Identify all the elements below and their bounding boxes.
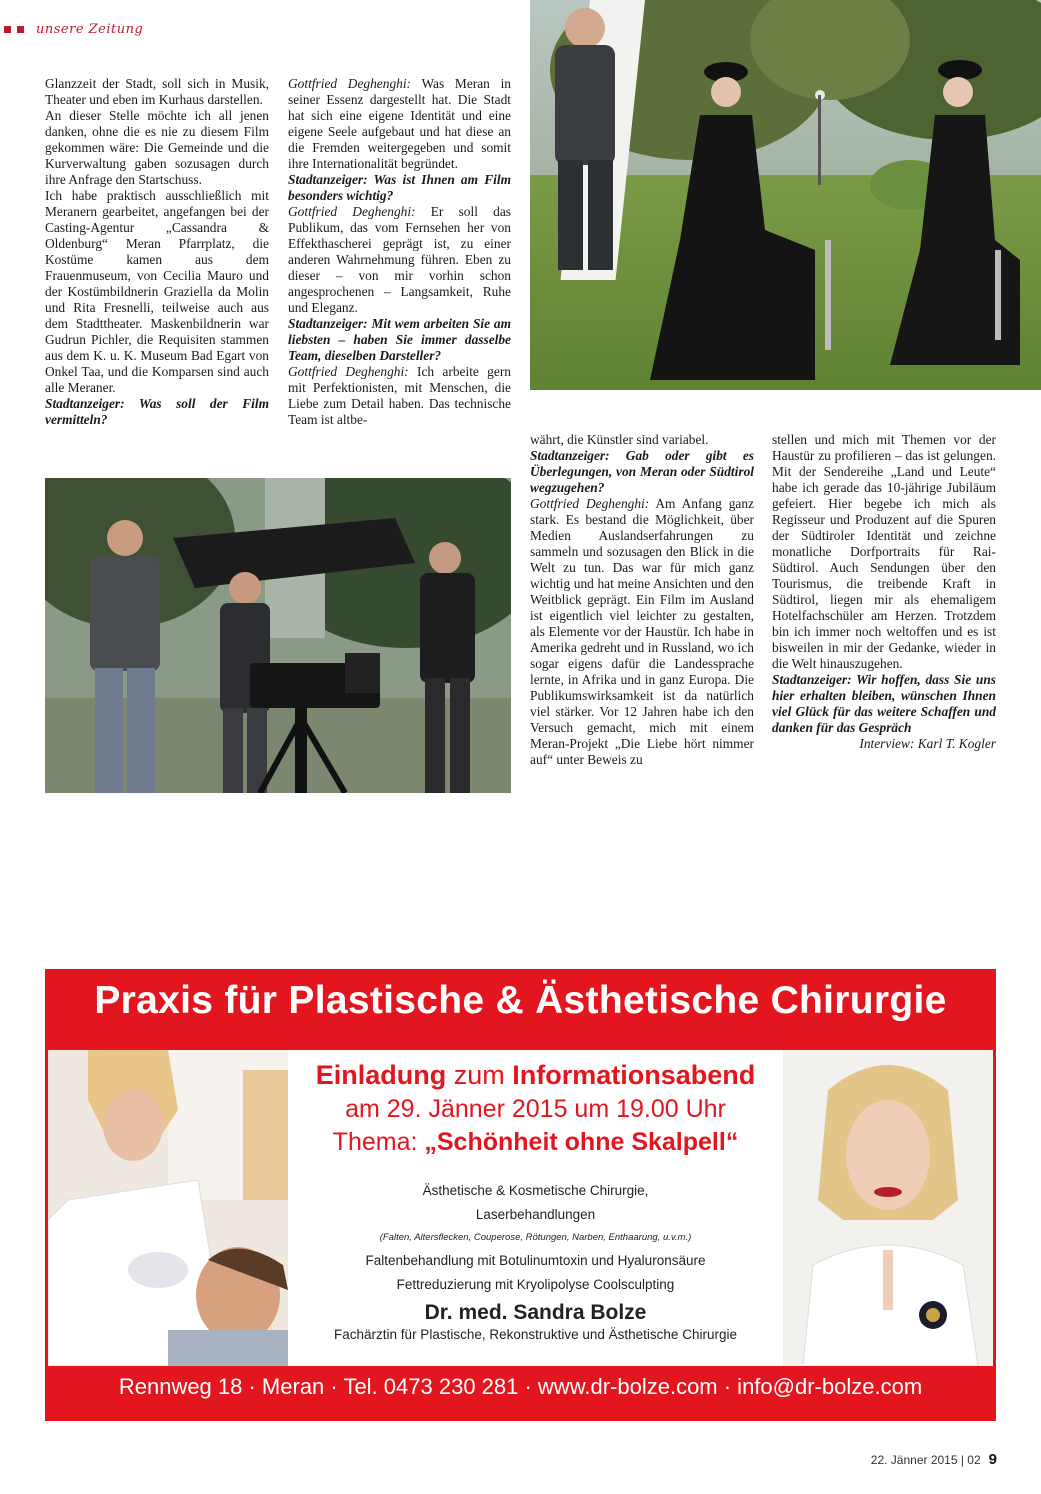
answer-text: Er soll das Publikum, das vom Fernsehen her von Effekthascherei geprägt ist, zu einer anderen Wahrnehmung führen. Eben zu dieser – von mir vorhin schon angesprochenen – Langsamkeit, Ruhe und Eleganz. <box>288 204 511 315</box>
ad-event-info <box>288 1050 783 1366</box>
ad-doctor-specialty: Fachärztin für Plastische, Rekonstruktive und Ästhetische Chirurgie <box>334 1327 737 1342</box>
article-paragraph: Ich habe praktisch ausschließlich mit Meranern gearbeitet, angefangen bei der Casting-Agentur „Cassandra & Oldenburg“ Meran Pfarrplatz, die Kostüme kamen aus dem Frauenmuseum, von Cecilia Mauro und der Kostümbildnerin Graziella da Molin und Rita Fresnelli, teilweise auch aus dem Stadttheater. Maskenbildnerin war Gudrun Pichler, die Requisiten stammen aus dem K. u. K. Museum Bad Egart von Onkel Taa, und die Komparsen sind auch alle Meraner. <box>45 188 269 395</box>
interviewee-label: Gottfried Deghenghi: <box>530 496 650 511</box>
interview-question <box>45 396 269 428</box>
interview-question <box>772 672 996 736</box>
interview-question <box>288 316 511 364</box>
ad-service-2: Laserbehandlungen <box>475 1207 596 1222</box>
answer-text: Am Anfang ganz stark. Es bestand die Möglichkeit, über Medien Auslandserfahrungen zu sammeln und sozusagen den Blick in die Welt zu tun. Das war für mich ganz wichtig und hat meine Ansichten und den Weitblick geprägt. Ein Film im Ausland ist eigentlich viel leichter zu gestalten, als Elemente vor der Haustür. Ich habe in Amerika gedreht und in Russland, wo ich sogar eigens dafür die Landessprache lernte, in Afrika und in ganz Europa. Die Publikumswirksamkeit ist da natürlich viel stärker. Vor 12 Jahren habe ich den Versuch gemacht, mich mit einem Meran-Projekt „Die Liebe hört nimmer auf“ unter Beweis zu <box>530 496 754 767</box>
ad-photo-treatment <box>48 1050 288 1366</box>
ad-invitation-line <box>288 1060 783 1091</box>
article-column-4 <box>772 432 996 752</box>
interviewee-label: Gottfried Deghenghi: <box>288 204 416 219</box>
answer-text: Was Meran in seiner Essenz dargestellt hat. Die Stadt hat sich eine eigene Identität und eine eigene Seele aufgebaut und hat diese an die Fremden weitergegeben und somit ihre Internationalität begründet. <box>288 76 511 171</box>
ad-topic: „Schönheit ohne Skalpell“ <box>424 1128 739 1156</box>
page-footer <box>871 1451 997 1468</box>
ad-service-details: (Falten, Altersflecken, Couperose, Rötungen, Narben, Enthaarung, u.v.m.) <box>379 1232 692 1243</box>
article-paragraph: währt, die Künstler sind variabel. <box>530 432 709 447</box>
article-column-1 <box>45 76 269 428</box>
ad-invitation-word: Einladung <box>315 1060 447 1090</box>
interview-answer <box>288 204 511 316</box>
advertisement-clinic <box>45 969 996 1421</box>
ad-event-date: am 29. Jänner 2015 um 19.00 Uhr <box>345 1095 726 1123</box>
question-text: Was ist Ihnen am Film besonders wichtig? <box>288 172 511 203</box>
interview-question <box>530 448 754 496</box>
ad-photo-doctor-portrait <box>783 1050 993 1366</box>
interview-question <box>288 172 511 204</box>
article-column-2 <box>288 76 511 428</box>
logo-square-icon <box>17 26 24 33</box>
answer-text: Ich arbeite gern mit Perfektionisten, mit Menschen, die Liebe zum Detail haben. Das technische Team ist altbe- <box>288 364 511 427</box>
interviewer-label: Stadtanzeiger: <box>288 316 368 331</box>
article-column-3 <box>530 432 754 768</box>
ad-contact-line: Rennweg 18 · Meran · Tel. 0473 230 281 · www.dr-bolze.com · info@dr-bolze.com <box>118 1374 923 1399</box>
interview-answer <box>288 76 511 172</box>
interviewer-label: Stadtanzeiger: <box>45 396 125 411</box>
question-text: Mit wem arbeiten Sie am liebsten – haben Sie immer dasselbe Team, dieselben Darsteller? <box>288 316 511 363</box>
ad-service-4: Fettreduzierung mit Kryolipolyse Coolsculpting <box>396 1277 675 1292</box>
logo-square-icon <box>4 26 11 33</box>
ad-doctor-name: Dr. med. Sandra Bolze <box>424 1301 647 1324</box>
ad-topic-label: Thema: <box>332 1128 425 1156</box>
question-text: Was soll der Film vermitteln? <box>45 396 269 427</box>
ad-title: Praxis für Plastische & Ästhetische Chirurgie <box>94 979 947 1022</box>
issue-date: 22. Jänner 2015 | 02 <box>870 1453 981 1467</box>
ad-invitation-connector: zum <box>446 1060 513 1090</box>
page-number: 9 <box>988 1451 997 1468</box>
publication-logo <box>4 22 143 37</box>
logo-text: unsere Zeitung <box>36 22 144 37</box>
interviewee-label: Gottfried Deghenghi: <box>288 364 409 379</box>
ad-event-name: Informationsabend <box>512 1060 756 1090</box>
interviewer-label: Stadtanzeiger: <box>772 672 852 687</box>
interview-credit: Interview: Karl T. Kogler <box>859 736 996 751</box>
ad-service-3: Faltenbehandlung mit Botulinumtoxin und Hyaluronsäure <box>365 1253 706 1268</box>
interviewee-label: Gottfried Deghenghi: <box>288 76 412 91</box>
interviewer-label: Stadtanzeiger: <box>530 448 610 463</box>
interview-answer <box>530 496 754 768</box>
interview-answer <box>288 364 511 428</box>
ad-panel <box>48 1050 993 1366</box>
article-paragraph: An dieser Stelle möchte ich all jenen danken, ohne die es nie zu diesem Film gekommen wäre: Die Gemeinde und die Kurverwaltung gaben sozusagen durch ihre Anfrage den Startschuss. <box>45 108 269 187</box>
ad-service-1: Ästhetische & Kosmetische Chirurgie, <box>422 1183 649 1198</box>
interviewer-label: Stadtanzeiger: <box>288 172 368 187</box>
photo-period-costume-scene <box>530 0 1041 390</box>
article-paragraph: Glanzzeit der Stadt, soll sich in Musik, Theater und eben im Kurhaus darstellen. <box>45 76 269 107</box>
question-text: Gab oder gibt es Überlegungen, von Meran oder Südtirol wegzugehen? <box>530 448 754 495</box>
question-text: Wir hoffen, dass Sie uns hier erhalten bleiben, wünschen Ihnen viel Glück für das weitere Schaffen und danken für das Gespräch <box>772 672 996 735</box>
article-paragraph: stellen und mich mit Themen vor der Haustür zu profilieren – das ist gelungen. Mit der Sendereihe „Land und Leute“ habe ich gerade das 10-jährige Jubiläum gefeiert. Hier begebe ich mich als Regisseur und Produzent auf die Spuren der Südtiroler Identität und zeichne monatliche Dorfportraits für Rai-Südtirol. Auch Sendungen über den Tourismus, die treibende Kraft in Südtirol, liegen mir als ehemaligem Hotelfachschüler am Herzen. Trotzdem bin ich immer noch weltoffen und es ist bisweilen in mir der Gedanke, wieder in die Welt hinauszugehen. <box>772 432 996 671</box>
ad-topic-line <box>288 1128 783 1157</box>
photo-film-crew-camera <box>45 478 511 793</box>
